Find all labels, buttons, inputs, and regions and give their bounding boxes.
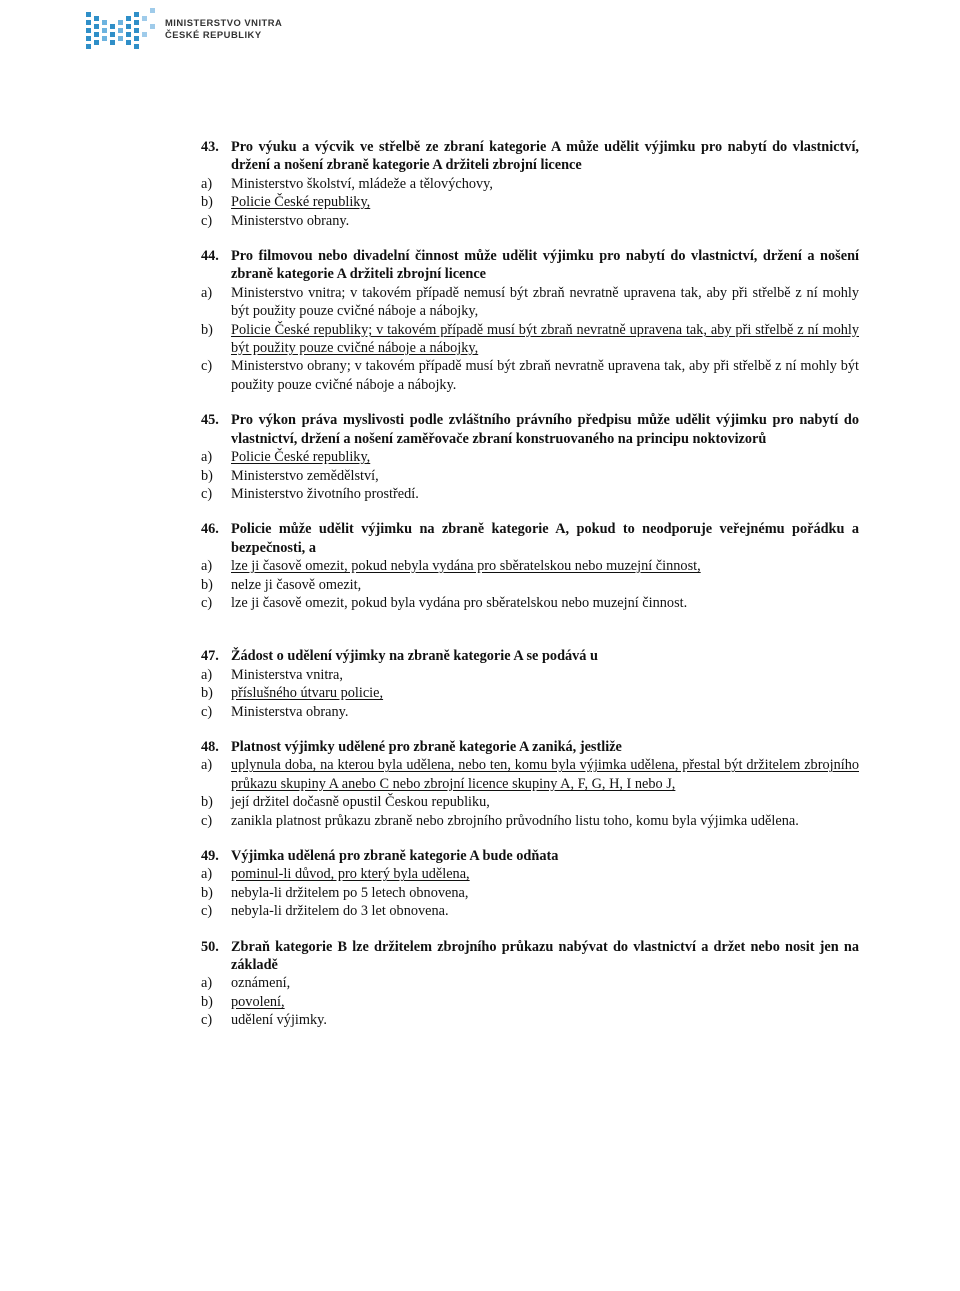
option-text: povolení, — [231, 993, 285, 1010]
option-key: b) — [201, 321, 213, 338]
question-text: Žádost o udělení výjimky na zbraně kategorie A se podává u — [231, 648, 598, 665]
question-number: 46. — [201, 521, 219, 538]
logo-line-1: MINISTERSTVO VNITRA — [165, 17, 283, 28]
option-text: nebyla-li držitelem po 5 letech obnovena, — [231, 884, 469, 901]
option-key: a) — [201, 175, 213, 192]
answer-option — [201, 1011, 859, 1029]
ministry-logo-icon — [84, 2, 162, 56]
ministry-logo — [84, 2, 314, 56]
answer-option-correct — [201, 865, 859, 883]
answer-option-correct — [201, 684, 859, 702]
answer-option — [201, 812, 859, 830]
option-key: c) — [201, 703, 213, 720]
question-45 — [201, 411, 859, 503]
option-key: b) — [201, 467, 213, 484]
option-key: a) — [201, 975, 213, 992]
option-key: a) — [201, 284, 213, 301]
option-key: c) — [201, 903, 213, 920]
option-key: c) — [201, 1012, 213, 1029]
answer-option — [201, 212, 859, 230]
question-text: Zbraň kategorie B lze držitelem zbrojního průkazu nabývat do vlastnictví a držet nebo nosit jen na základě — [231, 938, 859, 974]
option-key: b) — [201, 993, 213, 1010]
answer-option-correct — [201, 321, 859, 358]
option-key: a) — [201, 666, 213, 683]
answer-option — [201, 666, 859, 684]
question-heading — [201, 247, 859, 284]
answer-option — [201, 594, 859, 612]
option-key: a) — [201, 866, 213, 883]
question-heading — [201, 520, 859, 557]
logo-text — [165, 17, 282, 41]
answer-option-correct — [201, 557, 859, 575]
option-text: Ministerstvo obrany; v takovém případě musí být zbraň nevratně upravena tak, aby při střelbě z ní mohly být použity pouze cvičné náboje a nábojky. — [231, 358, 859, 393]
option-text: její držitel dočasně opustil Českou republiku, — [231, 794, 490, 811]
option-text: Policie České republiky, — [231, 194, 371, 211]
answer-option — [201, 884, 859, 902]
question-number: 47. — [201, 648, 219, 665]
question-number: 50. — [201, 938, 219, 955]
question-47 — [201, 647, 859, 721]
question-text: Výjimka udělená pro zbraně kategorie A bude odňata — [231, 848, 559, 864]
question-43 — [201, 138, 859, 230]
question-text: Pro výkon práva myslivosti podle zvláštního právního předpisu může udělit výjimku pro nabytí do vlastnictví, držení a nošení zaměřovače zbraní konstruovaného na principu noktovizorů — [231, 412, 859, 447]
answer-option — [201, 467, 859, 485]
question-text: Policie může udělit výjimku na zbraně kategorie A, pokud to neodporuje veřejnému pořádku a bezpečnosti, a — [231, 521, 859, 556]
question-heading — [201, 411, 859, 448]
answer-option — [201, 703, 859, 721]
question-number: 48. — [201, 738, 219, 755]
option-text: Ministerstvo školství, mládeže a tělovýchovy, — [231, 175, 493, 192]
answer-option — [201, 576, 859, 594]
option-key: a) — [201, 558, 213, 575]
option-key: a) — [201, 449, 213, 466]
question-heading — [201, 738, 859, 756]
logo-line-2: ČESKÉ REPUBLIKY — [165, 29, 262, 40]
option-key: b) — [201, 194, 213, 211]
option-key: b) — [201, 794, 213, 811]
question-number: 44. — [201, 248, 219, 265]
option-text: nebyla-li držitelem do 3 let obnovena. — [231, 903, 449, 920]
question-text: Pro filmovou nebo divadelní činnost může udělit výjimku pro nabytí do vlastnictví, držení a nošení zbraně kategorie A držiteli zbrojní licence — [231, 248, 859, 283]
question-list — [201, 138, 859, 1047]
answer-option — [201, 357, 859, 394]
answer-option — [201, 485, 859, 503]
question-44 — [201, 247, 859, 394]
option-key: c) — [201, 594, 213, 611]
question-heading — [201, 847, 859, 865]
option-text: Ministerstva vnitra, — [231, 666, 343, 683]
answer-option — [201, 284, 859, 321]
option-text: Ministerstvo životního prostředí. — [231, 485, 419, 502]
option-text: Ministerstvo zemědělství, — [231, 467, 379, 484]
option-text: Ministerstvo vnitra; v takovém případě nemusí být zbraň nevratně upravena tak, aby při střelbě z ní mohly být použity pouze cvičné náboje a nábojky, — [231, 284, 859, 320]
answer-option-correct — [201, 193, 859, 211]
answer-option-correct — [201, 448, 859, 466]
answer-option — [201, 793, 859, 811]
option-text: příslušného útvaru policie, — [231, 685, 384, 702]
option-text: nelze ji časově omezit, — [231, 576, 362, 593]
option-key: c) — [201, 485, 213, 502]
question-text: Platnost výjimky udělené pro zbraně kategorie A zaniká, jestliže — [231, 738, 622, 755]
option-key: b) — [201, 884, 213, 901]
question-heading — [201, 647, 859, 665]
question-number: 43. — [201, 139, 219, 155]
question-48 — [201, 738, 859, 830]
question-49 — [201, 847, 859, 921]
option-text: pominul-li důvod, pro který byla udělena, — [231, 866, 470, 883]
option-text: Policie České republiky, — [231, 449, 371, 466]
option-text: uplynula doba, na kterou byla udělena, nebo ten, komu byla výjimka udělena, přestal být držitelem zbrojního průkazu skupiny A anebo C nebo zbrojní licence skupiny A, F, G, H, I nebo J, — [231, 757, 859, 792]
option-key: b) — [201, 685, 213, 702]
question-heading — [201, 938, 859, 975]
option-key: a) — [201, 757, 213, 774]
question-heading — [201, 138, 859, 175]
option-key: c) — [201, 812, 213, 829]
option-text: zanikla platnost průkazu zbraně nebo zbrojního průvodního listu toho, komu byla výjimka udělena. — [231, 812, 799, 829]
question-46 — [201, 520, 859, 612]
answer-option — [201, 175, 859, 193]
option-key: c) — [201, 212, 213, 229]
question-number: 49. — [201, 848, 219, 864]
option-text: lze ji časově omezit, pokud byla vydána pro sběratelskou nebo muzejní činnost. — [231, 594, 688, 611]
option-key: b) — [201, 576, 213, 593]
option-text: Ministerstvo obrany. — [231, 212, 350, 229]
answer-option — [201, 902, 859, 920]
option-text: udělení výjimky. — [231, 1012, 327, 1029]
option-text: lze ji časově omezit, pokud nebyla vydána pro sběratelskou nebo muzejní činnost, — [231, 558, 701, 575]
question-number: 45. — [201, 412, 219, 429]
option-text: Policie České republiky; v takovém případě musí být zbraň nevratně upravena tak, aby při střelbě z ní mohly být použity pouze cvičné náboje a nábojky, — [231, 321, 859, 357]
answer-option-correct — [201, 756, 859, 793]
question-text: Pro výuku a výcvik ve střelbě ze zbraní kategorie A může udělit výjimku pro nabytí do vlastnictví, držení a nošení zbraně kategorie A držiteli zbrojní licence — [231, 139, 859, 174]
option-text: oznámení, — [231, 975, 291, 992]
option-text: Ministerstva obrany. — [231, 703, 349, 720]
option-key: c) — [201, 358, 213, 375]
answer-option-correct — [201, 993, 859, 1011]
question-50 — [201, 938, 859, 1030]
answer-option — [201, 974, 859, 992]
